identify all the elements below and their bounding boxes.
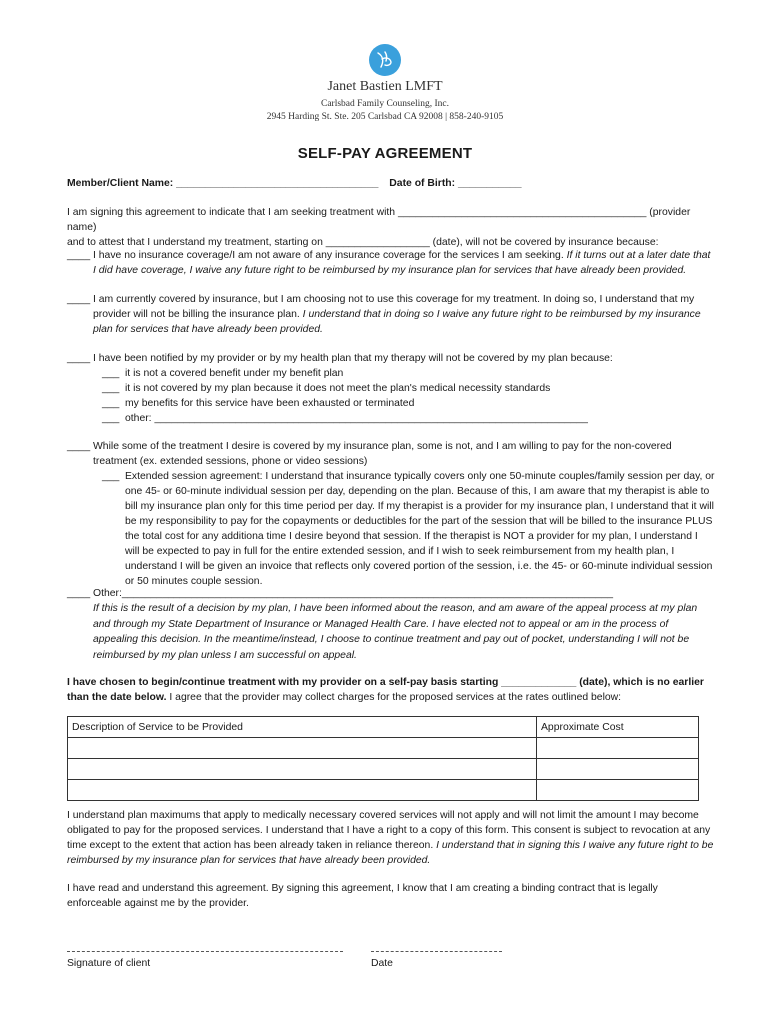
acknowledgement-paragraph: I have read and understand this agreement. By signing this agreement, I know that I am creating a binding contract that is legally enforceable against me by the provider. <box>67 883 658 909</box>
col-cost-header: Approximate Cost <box>537 717 699 738</box>
list-item: ___ other: ___________________________________________________________________________ <box>102 413 588 424</box>
option-other-appeal: If this is the result of a decision by my plan, I have been informed about the reason, and am aware of the appeal process at my plan and through my State Department of Insurance or Managed Health Care. I have elected not to appeal or am in the process of appealing this decision. In the meantime/instead, I choose to continue treatment and pay out of pocket, understanding I will not be reimbursed by my plan unless I am successful on appeal. <box>93 603 698 661</box>
dob-label: Date of Birth: ___________ <box>389 178 522 189</box>
self-pay-statement <box>67 675 715 705</box>
option-partial-coverage-text: ____ While some of the treatment I desire is covered by my insurance plan, some is not, and I am willing to pay for the non-covered treatment (ex. extended sessions, phone or video sessions) <box>67 441 672 467</box>
services-table <box>67 716 699 801</box>
option-choose-not-use-text: ____ I am currently covered by insurance, but I am choosing not to use this coverage for my treatment. In doing so, I understand that my provider will not be billing the insurance plan. <box>67 294 695 320</box>
option-partial-coverage <box>67 439 715 589</box>
list-item: ___ it is not covered by my plan because it does not meet the plan's medical necessity standards <box>102 383 551 394</box>
plan-maximums-text: I understand plan maximums that apply to medically necessary covered services will not apply and will not limit the amount I may become obligated to pay for the proposed services. I understand that I have a right to a copy of this form. This consent is subject to revocation at any time except to the extent that action has been already taken in reliance thereon. <box>67 810 711 851</box>
table-row[interactable] <box>68 738 699 759</box>
plan-maximums-waiver: I understand that in signing this I waive any future right to be reimbursed by my insurance plan for services that have already been provided. <box>67 840 714 866</box>
option-no-insurance-waiver: If it turns out at a later date that I did have coverage, I waive any future right to be reimbursed by my insurance plan for services that have already been provided. <box>93 250 711 276</box>
member-line <box>67 176 715 191</box>
self-pay-statement-text: I agree that the provider may collect charges for the proposed services at the rates outlined below: <box>166 692 622 703</box>
client-signature-line[interactable] <box>67 951 343 952</box>
plan-maximums-paragraph <box>67 808 715 868</box>
option-other <box>67 586 715 663</box>
member-name-label: Member/Client Name: ___________________________________ <box>67 178 379 189</box>
intro-line-1: I am signing this agreement to indicate that I am seeking treatment with ___________________________________________ (provider name) <box>67 207 691 233</box>
option-not-covered-text: ____ I have been notified by my provider or by my health plan that my therapy will not be covered by my plan because: <box>67 353 613 364</box>
date-signature-line[interactable] <box>371 951 502 952</box>
table-row[interactable] <box>68 780 699 801</box>
intro-paragraph <box>67 205 715 250</box>
option-no-insurance-text: ____ I have no insurance coverage/I am not aware of any insurance coverage for the services I am seeking. <box>67 250 567 261</box>
practice-name: Carlsbad Family Counseling, Inc. <box>321 99 449 109</box>
intro-line-2: and to attest that I understand my treatment, starting on __________________ (date), will not be covered by insurance because: <box>67 237 659 248</box>
table-header-row <box>68 717 699 738</box>
table-row[interactable] <box>68 759 699 780</box>
practice-address: 2945 Harding St. Ste. 205 Carlsbad CA 92008 | 858-240-9105 <box>266 112 504 122</box>
list-item: ___ it is not a covered benefit under my benefit plan <box>102 368 344 379</box>
option-choose-not-use-waiver: I understand that in doing so I waive any future right to be reimbursed by my insurance plan for services that have already been provided. <box>93 309 701 335</box>
option-other-text: ____ Other:_____________________________________________________________________________________ <box>67 588 614 599</box>
option-choose-not-use <box>67 292 715 337</box>
option-not-covered <box>67 351 715 426</box>
list-item: ___ my benefits for this service have been exhausted or terminated <box>102 398 415 409</box>
provider-name: Janet Bastien LMFT <box>327 79 443 94</box>
self-pay-statement-bold: I have chosen to begin/continue treatment with my provider on a self-pay basis starting _____________ (date), which is no earlier than the date below. <box>67 677 704 703</box>
client-signature-label: Signature of client <box>67 958 151 969</box>
option-no-insurance <box>67 248 715 278</box>
page-title: SELF-PAY AGREEMENT <box>297 145 473 162</box>
col-description-header: Description of Service to be Provided <box>68 717 537 738</box>
extended-session-agreement: ___ Extended session agreement: I understand that insurance typically covers only one 50-minute couples/family session per day, or one 45- or 60-minute individual session per day, depending on the plan. Because of this, I am aware that my therapist is able to bill my insurance plan only for this time period per day. If my therapist is a provider for my insurance plan, I understand that it will be my responsibility to pay for the copayments or deductibles for the part of the session that will be billed to the insurance PLUS the total cost for any additiona time I desire beyond that session. If the therapist is NOT a provider for my plan, I understand I will be expected to pay in full for the entire extended session, and if I wish to seek reimbursement from my health plan, I understand I will be given an invoice that reflects only covered portion of the session, i.e. the 45- or 60-minute individual session or 50 minutes couple session. <box>102 471 715 587</box>
logo-icon <box>369 44 401 76</box>
date-label: Date <box>371 958 393 969</box>
